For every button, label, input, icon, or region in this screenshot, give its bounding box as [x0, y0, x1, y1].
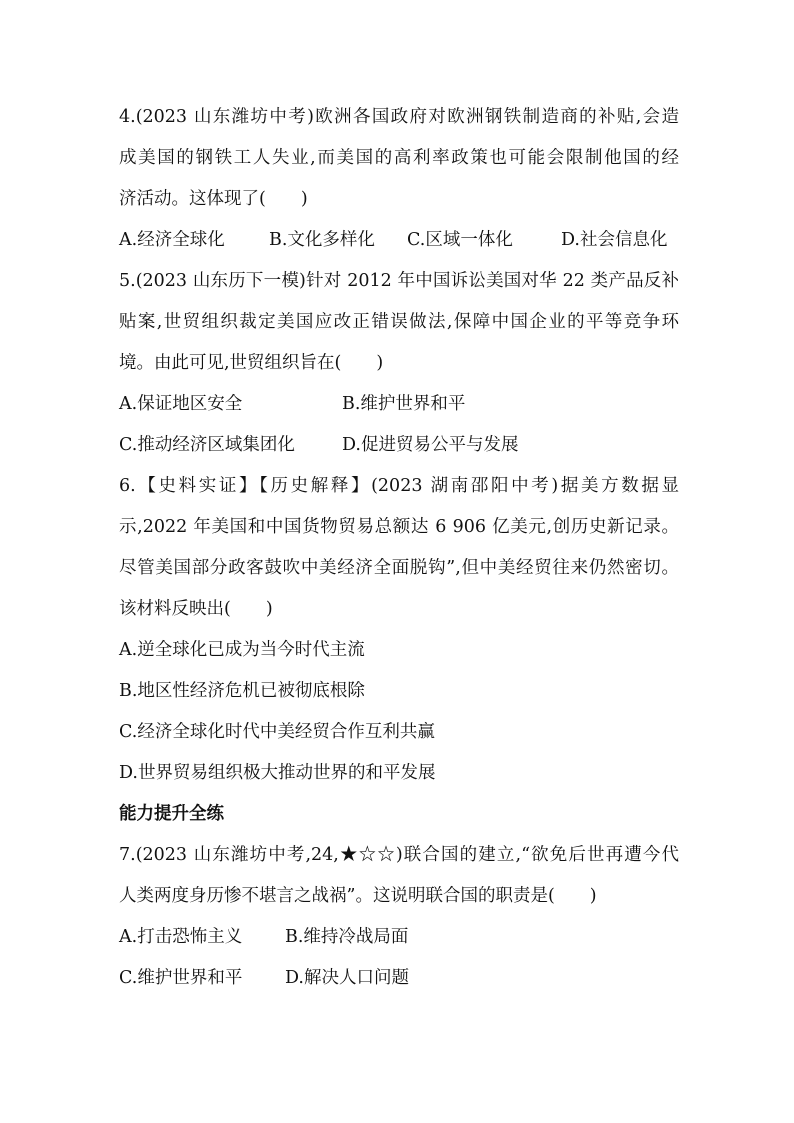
question-7-option-c[interactable]: C.维护世界和平: [119, 968, 243, 988]
question-5-stem-line-3: 境。由此可见,世贸组织旨在( ): [119, 353, 384, 373]
question-5-option-c[interactable]: C.推动经济区域集团化: [119, 435, 295, 455]
question-5-options-row-1: [119, 384, 679, 425]
question-4-option-a[interactable]: A.经济全球化: [119, 230, 225, 250]
question-7-stem-line-2: 人类两度身历惨不堪言之战祸”。这说明联合国的职责是( ): [119, 886, 597, 906]
question-7-options-row-2: [119, 958, 679, 999]
question-6-stem-line-1: 6.【史料实证】【历史解释】(2023 湖南邵阳中考)据美方数据显: [119, 476, 679, 496]
question-6-option-c[interactable]: C.经济全球化时代中美经贸合作互利共赢: [119, 722, 435, 742]
question-5-option-b[interactable]: B.维护世界和平: [342, 394, 466, 414]
question-4-stem-line-3: 济活动。这体现了( ): [119, 189, 308, 209]
question-7-option-a[interactable]: A.打击恐怖主义: [119, 927, 243, 947]
question-4-options: [119, 220, 679, 261]
question-7: [119, 835, 679, 999]
question-page: [119, 97, 679, 999]
question-5-option-a[interactable]: A.保证地区安全: [119, 394, 243, 414]
question-7-stem-line-1: 7.(2023 山东潍坊中考,24,★☆☆)联合国的建立,“欲免后世再遭今代: [119, 845, 679, 865]
question-4-option-d[interactable]: D.社会信息化: [561, 230, 668, 250]
question-6-stem-line-2: 示,2022 年美国和中国货物贸易总额达 6 906 亿美元,创历史新记录。: [119, 517, 679, 537]
question-6-stem-line-3: 尽管美国部分政客鼓吹中美经济全面脱钩”,但中美经贸往来仍然密切。: [119, 558, 679, 578]
question-6-option-a[interactable]: A.逆全球化已成为当今时代主流: [119, 640, 365, 660]
question-7-option-b[interactable]: B.维持冷战局面: [285, 927, 409, 947]
question-6-option-b[interactable]: B.地区性经济危机已被彻底根除: [119, 681, 365, 701]
question-5-options-row-2: [119, 425, 679, 466]
question-5-stem-line-1: 5.(2023 山东历下一模)针对 2012 年中国诉讼美国对华 22 类产品反补: [119, 271, 679, 291]
question-4-stem-line-2: 成美国的钢铁工人失业,而美国的高利率政策也可能会限制他国的经: [119, 148, 679, 168]
question-5: [119, 261, 679, 466]
question-6: [119, 466, 679, 794]
question-6-stem-line-4: 该材料反映出( ): [119, 599, 273, 619]
section-title: 能力提升全练: [119, 804, 224, 824]
question-4-option-b[interactable]: B.文化多样化: [269, 230, 375, 250]
question-7-options-row-1: [119, 917, 679, 958]
question-5-option-d[interactable]: D.促进贸易公平与发展: [342, 435, 519, 455]
question-6-option-d[interactable]: D.世界贸易组织极大推动世界的和平发展: [119, 763, 436, 783]
question-4-option-c[interactable]: C.区域一体化: [407, 230, 513, 250]
question-5-stem-line-2: 贴案,世贸组织裁定美国应改正错误做法,保障中国企业的平等竞争环: [119, 312, 679, 332]
question-4-stem-line-1: 4.(2023 山东潍坊中考)欧洲各国政府对欧洲钢铁制造商的补贴,会造: [119, 107, 679, 127]
question-4: [119, 97, 679, 261]
question-7-option-d[interactable]: D.解决人口问题: [285, 968, 409, 988]
